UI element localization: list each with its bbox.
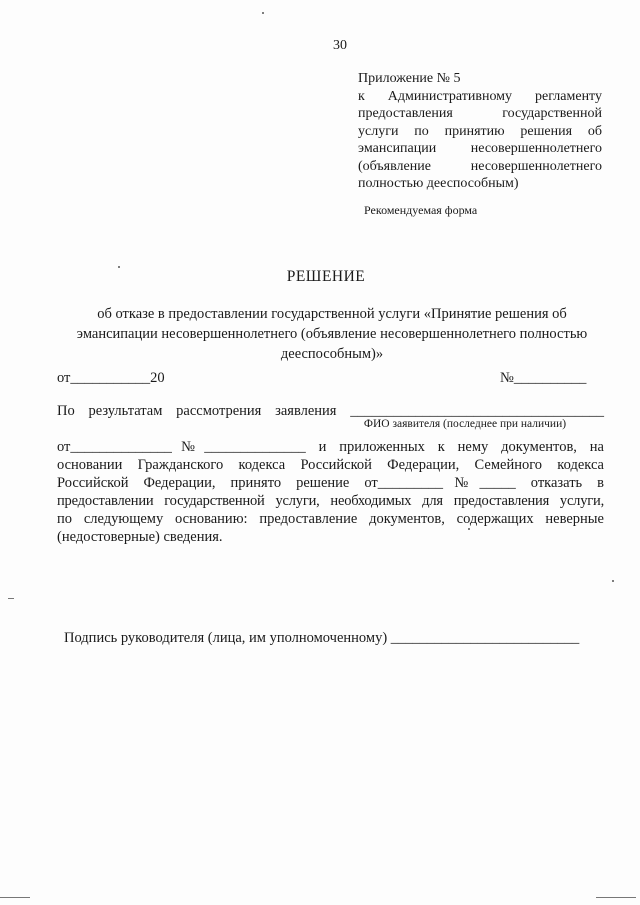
body-line: (недостоверные) сведения. <box>57 529 223 545</box>
body-line: предоставлении государственной услуги, необходимых для предоставления услуги, <box>57 493 604 509</box>
body-line: Российской Федерации, принято решение от_________№_____ отказать в <box>57 475 604 491</box>
body-line: По результатам рассмотрения заявления ___________________________________ <box>57 403 604 419</box>
recommended-form-label: Рекомендуемая форма <box>364 203 478 217</box>
scan-mark <box>0 897 30 898</box>
scan-speck <box>118 266 120 268</box>
subtitle-line: эмансипации несовершеннолетнего (объявление несовершеннолетнего полностью <box>76 326 588 342</box>
annex-line: услуги по принятию решения об <box>358 123 602 139</box>
annex-line: Приложение № 5 <box>358 71 461 86</box>
body-line: от______________№______________ и приложенных к нему документов, на <box>57 439 604 455</box>
annex-line: (объявление несовершеннолетнего <box>358 158 602 174</box>
fio-caption: ФИО заявителя (последнее при наличии) <box>363 418 567 430</box>
document-title: РЕШЕНИЕ <box>286 268 366 285</box>
scan-speck <box>468 528 470 530</box>
annex-line: к Административному регламенту <box>358 88 602 104</box>
scan-speck <box>612 580 614 582</box>
scan-mark <box>8 598 14 599</box>
body-line: по следующему основанию: предоставление документов, содержащих неверные <box>57 511 604 527</box>
decision-date-field: от___________20 <box>57 370 165 386</box>
page-number: 30 <box>333 38 347 53</box>
signature-line: Подпись руководителя (лица, им уполномоченному) __________________________ <box>64 630 580 646</box>
subtitle-line: дееспособным)» <box>280 346 384 362</box>
scan-speck <box>262 12 264 14</box>
scan-mark <box>596 897 636 898</box>
annex-header <box>358 70 602 193</box>
subtitle-line: об отказе в предоставлении государственной услуги «Принятие решения об <box>97 306 567 322</box>
annex-line: эмансипации несовершеннолетнего <box>358 141 602 156</box>
body-line: основании Гражданского кодекса Российской Федерации, Семейного кодекса <box>57 457 604 473</box>
document-subtitle <box>52 304 612 364</box>
annex-line: предоставления государственной <box>358 106 602 121</box>
annex-line: полностью дееспособным) <box>358 176 519 191</box>
decision-number-field: №__________ <box>500 370 587 386</box>
